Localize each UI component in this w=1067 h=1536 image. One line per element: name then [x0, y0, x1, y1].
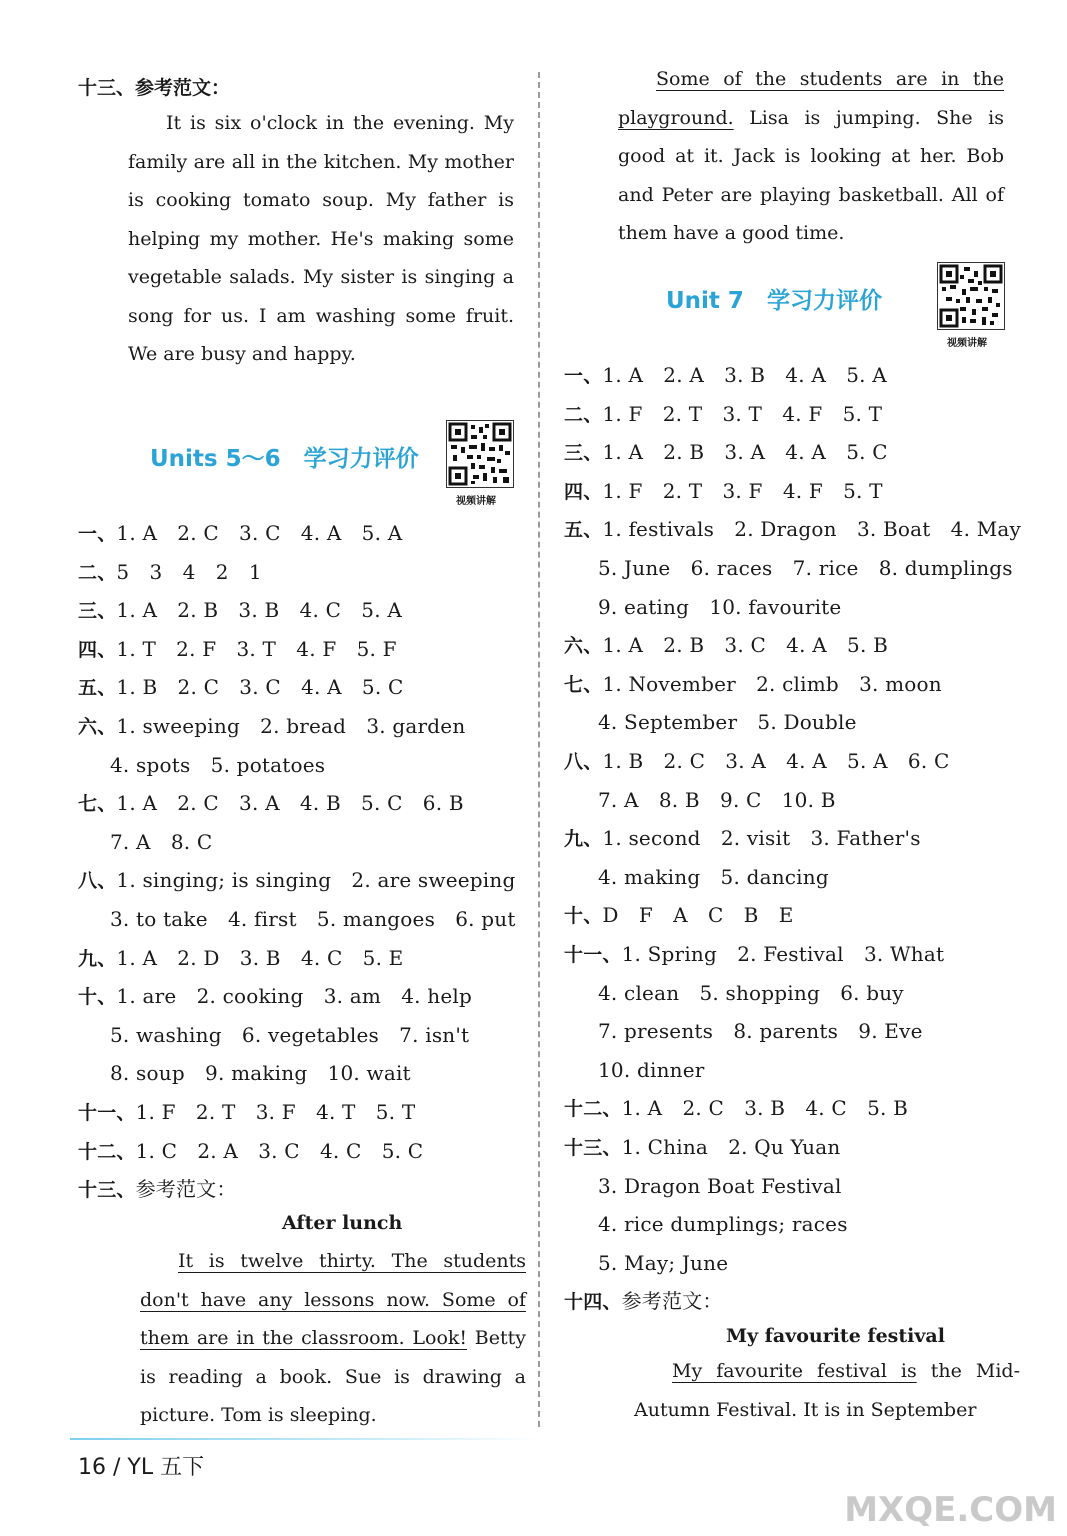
section-number: 三、 [564, 442, 603, 465]
section-number: 三、 [78, 600, 117, 623]
essay-evening [128, 104, 514, 374]
answer-line [78, 559, 262, 586]
answer-text: 3. to take 4. first 5. mangoes 6. put [110, 907, 516, 931]
answer-text: 4. clean 5. shopping 6. buy [598, 980, 904, 1005]
section-number: 六、 [564, 635, 603, 658]
answer-line [564, 1288, 723, 1315]
section-number: 五、 [78, 677, 117, 700]
answer-line [598, 1250, 728, 1276]
answer-text: 1. A 2. A 3. B 4. A 5. A [602, 363, 887, 387]
answer-text: 1. festivals 2. Dragon 3. Boat 4. May [602, 517, 1022, 542]
answer-text: 1. F 2. T 3. F 4. F 5. T [602, 478, 883, 503]
qr-label: 视频讲解 [456, 496, 496, 507]
answer-line [564, 439, 888, 466]
answer-line [564, 748, 949, 775]
section-number: 十、 [564, 905, 603, 928]
essay-continued-rest: Lisa is jumping. She is good at it. Jack is looking at her. Bob and Peter are playing basketball. All of them have a good time. [618, 106, 1004, 244]
essay-after-lunch-title: After lunch [282, 1212, 403, 1234]
answer-text: 1. Spring 2. Festival 3. What [621, 942, 945, 966]
answer-text: 1. A 2. B 3. A 4. A 5. C [602, 440, 888, 465]
answer-text: 5. June 6. races 7. rice 8. dumplings [598, 556, 1013, 580]
section-number: 五、 [564, 519, 603, 542]
section-number: 一、 [78, 523, 117, 545]
unit-5-6-title: Units 5～6 学习力评价 [150, 446, 419, 472]
answer-text: D F A C B E [602, 903, 794, 928]
answer-text: 1. are 2. cooking 3. am 4. help [116, 984, 472, 1009]
answer-line [564, 902, 794, 929]
answer-text: 1. B 2. C 3. A 4. A 5. A 6. C [602, 749, 950, 773]
answer-text: 参考范文： [135, 1177, 237, 1202]
answer-line [78, 1138, 423, 1165]
answer-text: 1. F 2. T 3. T 4. F 5. T [602, 401, 883, 426]
answer-line [78, 983, 472, 1010]
section-number: 一、 [564, 365, 603, 387]
answer-text: 9. eating 10. favourite [598, 594, 842, 619]
answer-text: 7. A 8. C [110, 829, 213, 854]
answer-line [78, 674, 403, 701]
answer-line [598, 709, 857, 735]
section-number: 七、 [78, 793, 117, 816]
section-number: 八、 [78, 870, 117, 893]
answer-line [78, 713, 465, 740]
answer-text: 1. singing; is singing 2. are sweeping [116, 868, 516, 893]
answer-line [110, 906, 516, 932]
page-footer: 16 / YL 五下 [78, 1455, 205, 1480]
section-number: 十四、 [564, 1291, 622, 1314]
answer-text: 1. B 2. C 3. C 4. A 5. C [116, 675, 404, 700]
answer-line [78, 945, 403, 972]
answer-text: 3. Dragon Boat Festival [598, 1173, 842, 1198]
essay-after-lunch-continued [618, 60, 1004, 253]
section-number: 十二、 [564, 1098, 622, 1121]
answer-line [598, 864, 829, 890]
answer-line [564, 516, 1021, 543]
essay-festival-underlined: My favourite festival is [672, 1360, 917, 1382]
section-number: 十二、 [78, 1140, 136, 1163]
section-13-label: 十三、参考范文： [78, 77, 231, 99]
section-number: 四、 [564, 480, 603, 503]
answer-line [564, 1134, 840, 1161]
essay-festival [634, 1352, 1020, 1429]
essay-after-lunch [140, 1242, 526, 1435]
answer-line [110, 752, 325, 778]
unit-7-title: Unit 7 学习力评价 [666, 288, 882, 314]
watermark: MXQE.COM [844, 1490, 1057, 1530]
answer-text: 1. F 2. T 3. F 4. T 5. T [135, 1100, 416, 1124]
answer-line [564, 478, 883, 505]
answer-line [78, 520, 402, 547]
answer-line [110, 829, 212, 855]
answer-text: 5. washing 6. vegetables 7. isn't [110, 1022, 470, 1047]
section-number: 七、 [564, 673, 603, 696]
answer-text: 4. spots 5. potatoes [110, 752, 326, 777]
answer-line [564, 825, 921, 852]
answer-line [598, 555, 1013, 581]
answer-text: 4. rice dumplings; races [598, 1212, 848, 1237]
answer-text: 1. A 2. D 3. B 4. C 5. E [116, 945, 404, 970]
answer-text: 1. A 2. B 3. C 4. A 5. B [602, 633, 888, 658]
answer-line [78, 597, 402, 624]
answer-text: 1. second 2. visit 3. Father's [602, 826, 921, 851]
section-number: 二、 [564, 403, 603, 426]
answer-line [110, 1022, 469, 1048]
answer-text: 8. soup 9. making 10. wait [110, 1061, 411, 1086]
essay-continued-underlined: Some of the students are in the playground. [618, 68, 1004, 129]
answer-text: 7. presents 8. parents 9. Eve [598, 1019, 923, 1044]
answer-line [598, 594, 841, 620]
answer-line [78, 867, 515, 894]
section-number: 二、 [78, 561, 117, 584]
qr-label: 视频讲解 [947, 338, 987, 349]
answer-text: 5. May; June [598, 1250, 729, 1275]
answer-line [78, 790, 464, 817]
answer-text: 1. sweeping 2. bread 3. garden [116, 714, 466, 738]
answer-line [564, 941, 944, 968]
answer-line [78, 1176, 237, 1203]
answer-line [78, 1099, 415, 1126]
answer-line [564, 1095, 908, 1122]
answer-line [110, 1060, 411, 1086]
answer-text: 1. T 2. F 3. T 4. F 5. F [116, 636, 397, 661]
answer-line [598, 1057, 705, 1083]
section-number: 十三、 [78, 1179, 136, 1202]
answer-line [598, 1018, 923, 1044]
answer-line [598, 1173, 842, 1199]
answer-line [564, 632, 888, 659]
essay-after-lunch-underlined: It is twelve thirty. The students don't have any lessons now. Some of them are in the classroom. Look! [140, 1250, 526, 1349]
answer-line [564, 671, 942, 698]
answer-line [564, 362, 887, 389]
section-number: 十、 [78, 986, 117, 1009]
answer-text: 1. China 2. Qu Yuan [621, 1135, 841, 1159]
answer-text: 4. September 5. Double [598, 710, 857, 735]
answer-text: 1. A 2. B 3. B 4. C 5. A [116, 598, 402, 623]
answer-line [598, 787, 836, 813]
section-number: 六、 [78, 716, 117, 738]
section-number: 十一、 [78, 1102, 136, 1124]
answer-text: 7. A 8. B 9. C 10. B [598, 787, 836, 812]
answer-line [598, 980, 904, 1006]
answer-text: 5 3 4 2 1 [116, 559, 262, 584]
column-divider [538, 72, 540, 1427]
qr-code-icon[interactable] [937, 262, 1005, 330]
answer-text: 4. making 5. dancing [598, 864, 829, 889]
answer-text: 1. A 2. C 3. A 4. B 5. C 6. B [116, 791, 464, 816]
section-number: 十一、 [564, 944, 622, 966]
answer-text: 10. dinner [598, 1057, 705, 1082]
footer-rule [70, 1438, 540, 1440]
answer-text: 参考范文： [621, 1289, 723, 1314]
essay-festival-rest: the Mid-Autumn Festival. It is in September [634, 1360, 1020, 1421]
essay-evening-text: It is six o'clock in the evening. My family are all in the kitchen. My mother is cooking tomato soup. My father is helping my mother. He's making some vegetable salads. My sister is singing a song for us. I am washing some fruit. We are busy and happy. [128, 112, 514, 365]
essay-after-lunch-rest: Betty is reading a book. Sue is drawing a picture. Tom is sleeping. [140, 1327, 526, 1426]
qr-code-icon[interactable] [446, 420, 514, 488]
essay-festival-title: My favourite festival [726, 1325, 945, 1347]
answer-line [598, 1211, 848, 1237]
section-number: 十三、 [564, 1137, 622, 1159]
section-number: 九、 [78, 947, 117, 970]
section-number: 八、 [564, 751, 603, 773]
answer-text: 1. A 2. C 3. C 4. A 5. A [116, 521, 403, 545]
answer-text: 1. A 2. C 3. B 4. C 5. B [621, 1096, 909, 1121]
section-number: 九、 [564, 828, 603, 851]
answer-text: 1. C 2. A 3. C 4. C 5. C [135, 1138, 424, 1163]
answer-line [564, 401, 882, 428]
section-number: 四、 [78, 638, 117, 661]
answer-text: 1. November 2. climb 3. moon [602, 671, 942, 696]
answer-line [78, 636, 397, 663]
